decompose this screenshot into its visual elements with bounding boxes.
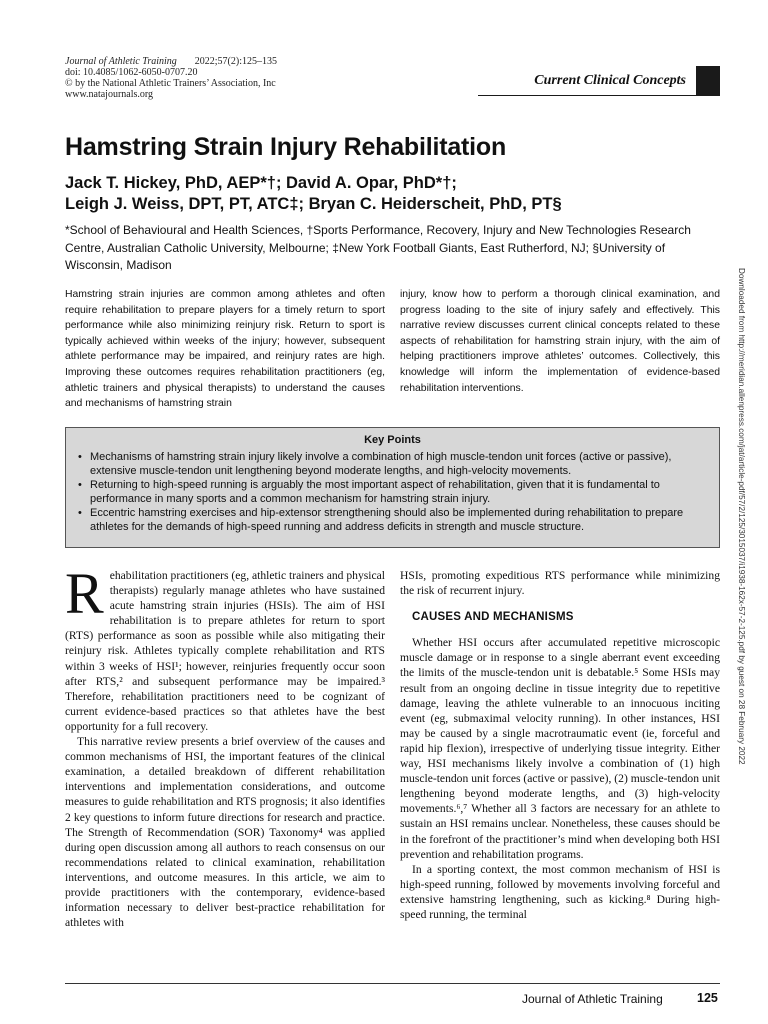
journal-name: Journal of Athletic Training	[65, 56, 177, 67]
download-note: Downloaded from http://meridian.allenpress.com/jat/article-pdf/57/2/125/3015037/i1938-162x-57-2-125.pdf by guest on 28 February 2022	[737, 268, 746, 765]
authors-line-1: Jack T. Hickey, PhD, AEP*†; David A. Opar, PhD*†;	[65, 174, 457, 192]
page-number: 125	[697, 991, 718, 1005]
key-point: • Eccentric hamstring exercises and hip-extensor strengthening should also be implemented during rehabilitation to prepare athletes for the demands of high-speed running and address deficits in strength and muscle structure.	[78, 506, 707, 534]
footer-journal: Journal of Athletic Training	[522, 992, 663, 1006]
paragraph-mechanisms: Whether HSI occurs after accumulated repetitive microscopic muscle damage or in response to a single aberrant event exceeding the limits of the muscle-tendon unit is debatable.⁵ Some HSIs may result from an ongoing decline in tissue integrity due to repetitive damage, leaving the athlete vulnerable to an innocuous inciting event (eg, submaximal velocity running). In other instances, HSI may be caused by a single macrotraumatic event (ie, forceful and rapid hip flexion), irrespective of underlying tissue integrity. Either way, HSI mechanisms likely involve a combination of (1) high muscle-tendon unit forces (active or passive), (2) muscle-tendon unit lengthening beyond moderate lengths, and (3) high-velocity movements.⁶,⁷ Whether all 3 factors are necessary for an athlete to sustain an HSI remains unclear. Nonetheless, these causes should be in the forefront of the practitioner’s mind when developing both HSI prevention and rehabilitation programs.	[400, 636, 720, 861]
copyright: © by the National Athletic Trainers’ Association, Inc	[65, 78, 276, 89]
author-list	[65, 173, 562, 215]
website-link[interactable]: www.natajournals.org	[65, 89, 154, 100]
key-points-box	[65, 427, 720, 548]
key-points-list	[78, 450, 707, 534]
article-meta	[65, 56, 277, 100]
key-point: • Returning to high-speed running is arguably the most important aspect of rehabilitation, given that it is fundamental to performance in many sports and a common mechanism for hamstring strain injury.	[78, 478, 707, 506]
footer-rule	[65, 983, 720, 984]
paragraph-context: In a sporting context, the most common mechanism of HSI is high-speed running, followed by movements involving forceful and extensive hamstring lengthening, such as kicking.⁸ During high-speed running, the terminal	[400, 862, 720, 921]
drop-cap: R	[65, 561, 104, 626]
paragraph-continued: HSIs, promoting expeditious RTS performance while minimizing the risk of recurrent injury.	[400, 569, 720, 598]
paragraph-intro-text: ehabilitation practitioners (eg, athletic trainers and physical therapists) regularly manage athletes who have sustained acute hamstring strain injuries (HSIs). The aim of HSI rehabilitation is to prepare athletes for return to sport (RTS) performance as soon as possible while also mitigating their reinjury risk. Athletes typically complete rehabilitation and RTS within 3 weeks of HSI¹; however, reinjuries frequently occur soon after RTS,² and subsequent performance may be impaired.³ Therefore, rehabilitation practitioners need to be cognizant of current evidence-based practices so that athletes have the best opportunity for a full recovery.	[65, 569, 385, 733]
article-title: Hamstring Strain Injury Rehabilitation	[65, 133, 507, 161]
citation: 2022;57(2):125–135	[194, 56, 277, 67]
section-bar	[696, 66, 720, 96]
doi[interactable]: doi: 10.4085/1062-6050-0707.20	[65, 67, 198, 78]
body-column-left	[65, 561, 385, 930]
section-tag	[478, 66, 720, 96]
section-heading: CAUSES AND MECHANISMS	[412, 611, 574, 624]
affiliations: *School of Behavioural and Health Sciences, †Sports Performance, Recovery, Injury and New Technologies Research Centre, Australian Catholic University, Melbourne; ‡New York Football Giants, East Rutherford, NJ; §University of Wisconsin, Madison	[65, 223, 691, 272]
section-rule	[478, 95, 720, 97]
body-column-right	[400, 568, 720, 922]
abstract-left: Hamstring strain injuries are common among athletes and often require rehabilitation to prepare players for a timely return to sport performance while also minimizing reinjury risk. Return to sport is typically achieved within weeks of the injury; however, subsequent athlete performance may be impaired, and reinjury rates are high. Improving these outcomes requires rehabilitation practitioners (eg, athletic trainers and physical therapists) to understand the causes and mechanisms of hamstring strain	[65, 289, 385, 410]
paragraph-overview: This narrative review presents a brief overview of the causes and common mechanisms of HSI, the important features of the clinical examination, a detailed breakdown of different rehabilitation interventions and implementation considerations, and outcome measures to guide rehabilitation and RTS prognosis; it also identifies 2 key questions to inform future directions for research and practice. The Strength of Recommendation (SOR) Taxonomy⁴ was applied during open discussion among all authors to reach consensus on our recommendations related to clinical examination, rehabilitation interventions, and outcome measures. In this article, we aim to provide practitioners with the contemporary, evidence-based information necessary to deliver best-practice rehabilitation for athletes with	[65, 735, 385, 930]
key-points-title: Key Points	[364, 434, 421, 446]
section-label: Current Clinical Concepts	[534, 73, 686, 88]
key-point: • Mechanisms of hamstring strain injury likely involve a combination of high muscle-tendon unit forces (active or passive), extensive muscle-tendon unit lengthening beyond moderate lengths, and high-velocity movements.	[78, 450, 707, 478]
paragraph-intro	[65, 561, 385, 734]
abstract-right: injury, know how to perform a thorough clinical examination, and progress loading to the site of injury safely and effectively. This narrative review discusses current clinical concepts related to these aspects of rehabilitation for hamstring strain injury, with the aim of helping practitioners improve athletes’ outcomes. Collectively, this knowledge will inform the implementation of evidence-based rehabilitation interventions.	[400, 289, 720, 394]
authors-line-2: Leigh J. Weiss, DPT, PT, ATC‡; Bryan C. Heiderscheit, PhD, PT§	[65, 195, 562, 213]
